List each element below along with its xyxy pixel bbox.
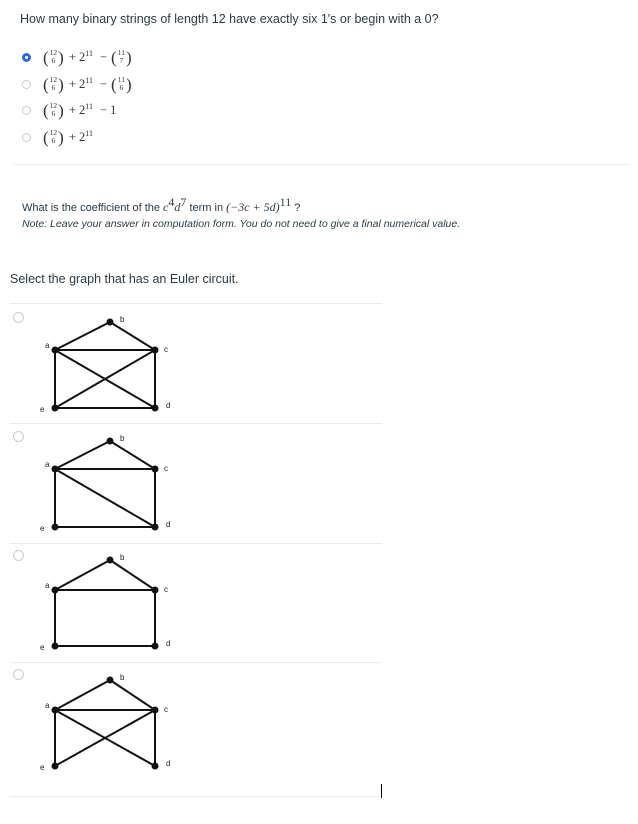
tail-binomial: ( 11 7 ) [111, 47, 132, 67]
label-b: b [120, 673, 125, 682]
question-1-text: How many binary strings of length 12 have exactly six 1's or begin with a 0? [20, 12, 439, 26]
graph-option-1 [30, 310, 190, 420]
tail-operator: − 1 [99, 102, 117, 117]
question-1-separator [14, 164, 629, 165]
tail-binomial: ( 11 6 ) [111, 74, 132, 94]
bottom-separator [10, 796, 382, 797]
label-a: a [45, 341, 50, 350]
graph-option-1-radio[interactable] [13, 312, 24, 323]
graph-separator-0 [10, 303, 382, 304]
answer-option-3-radio[interactable] [22, 106, 31, 115]
tail-operator: − [99, 76, 108, 91]
expression-exponent: 11 [279, 195, 292, 209]
label-c: c [164, 345, 168, 354]
graph-option-3-radio[interactable] [13, 550, 24, 561]
label-b: b [120, 553, 125, 562]
label-c: c [164, 705, 168, 714]
label-b: b [120, 315, 125, 324]
graph-option-2-radio[interactable] [13, 431, 24, 442]
graph-option-2 [30, 429, 190, 539]
graph-option-4-radio[interactable] [13, 669, 24, 680]
power-term: + $2^{11}$ [68, 76, 93, 91]
answer-option-2-radio[interactable] [22, 80, 31, 89]
label-a: a [45, 581, 50, 590]
graph-separator-1 [10, 423, 382, 424]
expression: (−3c + 5d) [226, 200, 280, 214]
answer-option-2[interactable] [22, 73, 132, 95]
term-c: c [163, 200, 169, 214]
label-a: a [45, 701, 50, 710]
question-2-note: Note: Leave your answer in computation form. You do not need to give a final numerical value. [22, 218, 461, 230]
text-cursor [381, 784, 382, 798]
label-d: d [166, 759, 171, 768]
binomial: ( 12 6 ) [43, 47, 64, 67]
answer-option-4[interactable] [22, 126, 96, 148]
label-c: c [164, 464, 168, 473]
graph-separator-2 [10, 543, 382, 544]
label-c: c [164, 585, 168, 594]
label-a: a [45, 460, 50, 469]
answer-option-3[interactable] [22, 99, 120, 121]
answer-option-1-radio[interactable] [22, 53, 31, 62]
label-e: e [40, 763, 45, 772]
term-d: d [174, 200, 181, 214]
power-term: + $2^{11}$ [68, 129, 93, 144]
question-3-text: Select the graph that has an Euler circuit. [10, 272, 239, 286]
power-term: + $2^{11}$ [68, 102, 93, 117]
graph-separator-3 [10, 662, 382, 663]
binomial: ( 12 6 ) [43, 74, 64, 94]
graph-option-4 [30, 668, 190, 778]
question-2-prefix: What is the coefficient of the [22, 202, 160, 214]
graph-option-3 [30, 548, 190, 658]
answer-option-4-radio[interactable] [22, 133, 31, 142]
label-e: e [40, 643, 45, 652]
answer-option-1[interactable] [22, 46, 132, 68]
tail-operator: − [99, 49, 108, 64]
label-b: b [120, 434, 125, 443]
term-c-exponent: 4 [168, 195, 175, 209]
label-d: d [166, 639, 171, 648]
label-e: e [40, 524, 45, 533]
label-d: d [166, 520, 171, 529]
question-2-suffix: ? [294, 202, 301, 214]
question-2-term-word: term in [189, 202, 224, 214]
binomial: ( 12 6 ) [43, 100, 64, 120]
term-d-exponent: 7 [180, 195, 187, 209]
power-term: + $2^{11}$ [68, 49, 93, 64]
question-2-text [22, 195, 300, 215]
label-e: e [40, 405, 45, 414]
binomial: ( 12 6 ) [43, 127, 64, 147]
label-d: d [166, 401, 171, 410]
